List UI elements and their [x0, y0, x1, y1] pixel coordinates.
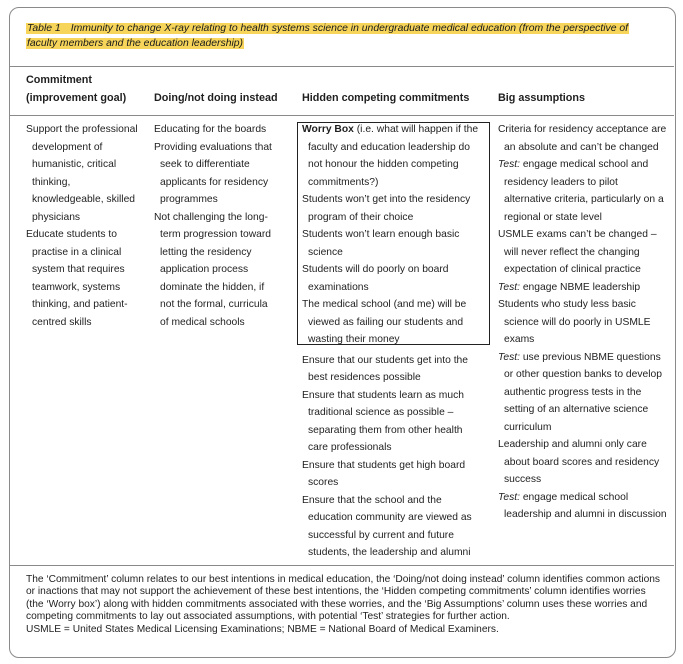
assumption-test: [498, 279, 668, 297]
worry-item: Students won’t learn enough basic science: [302, 229, 460, 258]
hidden-column: [302, 121, 484, 562]
test-text: engage medical school and residency leaders to pilot alternative criteria, particularly on a regional or state level: [504, 159, 664, 223]
doing-item: Not challenging the long-term progression toward letting the residency application process dominate the hidden, if not the formal, curricula of medical schools: [154, 211, 272, 328]
header-bottom-rule: [9, 115, 674, 116]
assumption-item: Criteria for residency acceptance are an absolute and can’t be changed: [498, 124, 667, 153]
table-caption: [26, 21, 654, 51]
header-commitment-line2: (improvement goal): [26, 92, 127, 104]
doing-item: Educating for the boards: [154, 124, 267, 135]
test-text: engage medical school leadership and alumni in discussion: [504, 491, 667, 520]
test-label: Test:: [498, 491, 520, 503]
worry-box-header: [302, 121, 484, 191]
table-label: Table 1: [27, 23, 61, 34]
commitment-column: [26, 121, 138, 331]
assumption-test: [498, 156, 668, 226]
doing-column: [154, 121, 279, 331]
commitment-item: Educate students to practise in a clinical system that requires teamwork, systems thinking, and patient-centred skills: [26, 229, 128, 328]
assumption-test: [498, 349, 668, 437]
test-text: use previous NBME questions or other question banks to develop authentic progress tests in the setting of an alternative science curriculum: [504, 351, 662, 433]
worry-box-question: (i.e. what will happen if the faculty and education leadership do not honour the hidden competing commitments?): [308, 124, 479, 188]
test-label: Test:: [498, 159, 520, 170]
assumption-item: Leadership and alumni only care about board scores and residency success: [498, 439, 660, 485]
worry-item: Students won’t get into the residency program of their choice: [302, 194, 471, 223]
commitment-item: Support the professional development of humanistic, critical thinking, knowledgeable, skilled physicians: [26, 124, 138, 223]
header-assumptions: Big assumptions: [498, 92, 585, 104]
table-footnote: [26, 574, 666, 636]
header-top-rule: [9, 66, 674, 67]
test-text: engage NBME leadership: [519, 281, 641, 293]
hidden-commitment-item: Ensure that our students get into the best residences possible: [302, 354, 469, 383]
test-label: Test:: [498, 351, 520, 363]
header-commitment-line1: Commitment: [26, 74, 92, 86]
test-label: Test:: [498, 281, 520, 293]
worry-box-title: Worry Box: [302, 124, 354, 135]
table-title: Immunity to change X-ray relating to health systems science in undergraduate medical education (from the perspective of faculty members and the education leadership): [27, 23, 629, 49]
hidden-commitment-item: Ensure that students get high board scores: [302, 459, 466, 488]
worry-item: The medical school (and me) will be viewed as failing our students and wasting their money: [302, 299, 467, 345]
assumption-test: [498, 489, 668, 524]
assumption-item: USMLE exams can’t be changed – will never reflect the changing expectation of clinical practice: [498, 229, 657, 275]
footer-rule: [9, 565, 674, 566]
doing-item: Providing evaluations that seek to differentiate applicants for residency programmes: [154, 141, 272, 205]
hidden-commitment-item: Ensure that the school and the education community are viewed as successful by current and future students, the leadership and alumni: [302, 494, 472, 558]
footnote-text: The ‘Commitment’ column relates to our best intentions in medical education, the ‘Doing/not doing instead’ column identifies common actions or inactions that may not support the achievement of these best intentions, the ‘Hidden competing commitments’ column identifies worries (the ‘Worry box’) along with hidden commitments associated with these worries, and the ‘Big Assumptions’ column uses these worries and competing commitments to lay out associated assumptions, with potential ‘Test’ strategies for further action.: [26, 574, 661, 623]
assumption-item: Students who study less basic science will do poorly in USMLE exams: [498, 299, 651, 345]
hidden-commitment-item: Ensure that students learn as much traditional science as possible – separating them from other health care professionals: [302, 389, 464, 453]
header-doing: Doing/not doing instead: [154, 92, 278, 104]
footnote-abbreviations: USMLE = United States Medical Licensing Examinations; NBME = National Board of Medical Examiners.: [26, 623, 499, 635]
header-hidden: Hidden competing commitments: [302, 92, 470, 104]
worry-item: Students will do poorly on board examinations: [302, 264, 449, 293]
header-commitment: [26, 71, 126, 107]
assumptions-column: [498, 121, 668, 524]
